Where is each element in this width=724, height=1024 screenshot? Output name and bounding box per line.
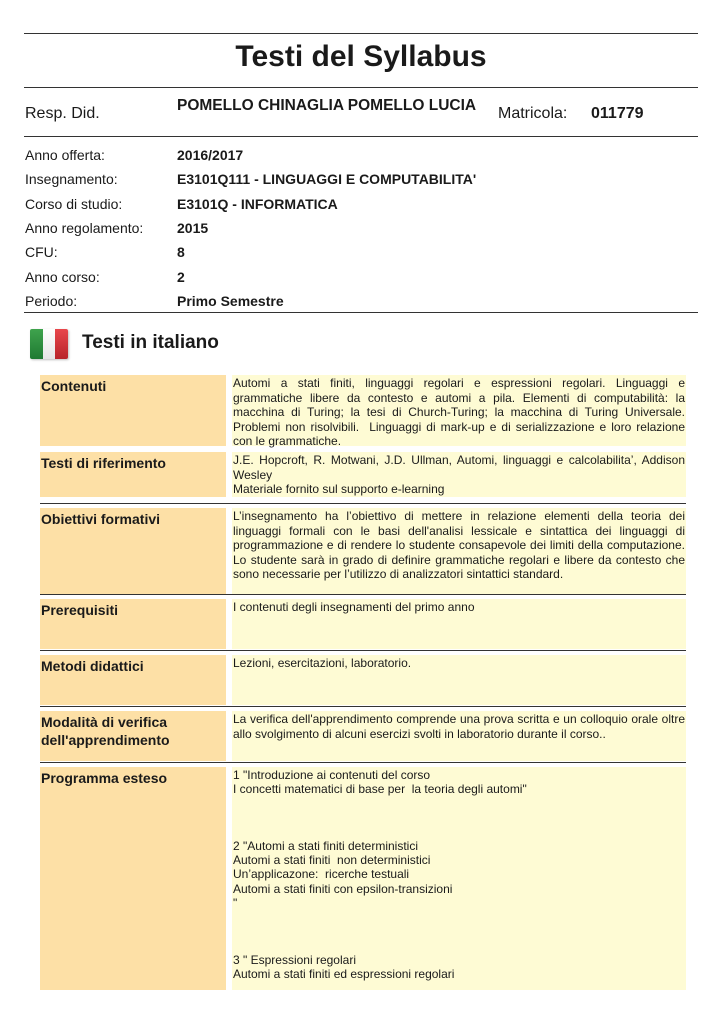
top-rule [24, 33, 698, 34]
info-value: 2 [177, 269, 185, 285]
matricola-label: Matricola: [498, 105, 568, 122]
block-prerequisiti [40, 599, 686, 649]
resp-did-label: Resp. Did. [25, 105, 100, 122]
info-label: Anno corso: [25, 269, 100, 285]
block-obiettivi-formativi [40, 508, 692, 594]
block-text-content: Automi a stati finiti, linguaggi regolari e espressioni regolari. Linguaggi e grammatiche libere da contesto e automi a pila. Elementi di computabilità: la macchina di Turing; la tesi di Church-Turing; la macchina di Turing Universale. Problemi non risolvibili. Linguaggi di mark-up e di serializzazione e loro relazione con le grammatiche. [233, 376, 689, 448]
block-separator [40, 650, 686, 651]
block-label: Prerequisiti [40, 599, 226, 649]
block-separator [40, 503, 686, 504]
block-text-content: J.E. Hopcroft, R. Motwani, J.D. Ullman, Automi, linguaggi e calcolabilita’, Addison Wesley Materiale fornito sul supporto e-learning [233, 453, 685, 496]
info-label: Anno offerta: [25, 147, 105, 163]
block-text [232, 508, 692, 594]
block-text [232, 375, 689, 448]
block-text [232, 452, 686, 497]
block-label: Metodi didattici [40, 655, 226, 705]
page-title: Testi del Syllabus [235, 40, 487, 73]
info-value: 2016/2017 [177, 147, 244, 163]
info-label: Insegnamento: [25, 171, 118, 187]
block-text [232, 655, 686, 705]
block-text [232, 767, 686, 990]
block-programma-esteso [40, 767, 686, 990]
italian-flag-icon [30, 329, 68, 359]
resp-did-name: POMELLO CHINAGLIA POMELLO LUCIA [177, 97, 477, 114]
block-modalita-di-verifica [40, 711, 689, 761]
block-separator [40, 594, 686, 595]
block-testi-di-riferimento [40, 452, 686, 497]
block-label: Programma esteso [40, 767, 226, 990]
block-text-content: L’insegnamento ha l’obiettivo di mettere in relazione elementi della teoria dei linguaggi formali con le basi dell'analisi lessicale e sintattica dei linguaggi di programmazione e di rendere lo studente consapevole dei limiti della computazione. Lo studente sarà in grado di definire grammatiche regolari e libere da contesto che sono necessarie per l’utilizzo di analizzatori sintattici standard. [233, 509, 692, 581]
block-contenuti [40, 375, 689, 448]
block-text-content: I contenuti degli insegnamenti del primo anno [233, 600, 475, 614]
matricola-value: 011779 [591, 105, 644, 122]
block-metodi-didattici [40, 655, 686, 705]
block-label: Contenuti [40, 375, 226, 446]
block-separator [40, 706, 686, 707]
info-value: 8 [177, 244, 185, 260]
info-label: Corso di studio: [25, 196, 123, 212]
section-title: Testi in italiano [82, 332, 219, 353]
info-label: CFU: [25, 244, 58, 260]
block-label: Obiettivi formativi [40, 508, 226, 594]
info-label: Periodo: [25, 293, 78, 309]
info-rule [24, 312, 698, 313]
block-label: Modalità di verifica dell'apprendimento [40, 711, 226, 761]
info-value: 2015 [177, 220, 209, 236]
block-text-content: 1 "Introduzione ai contenuti del corso I concetti matematici di base per la teoria degli automi" 2 "Automi a stati finiti deterministici Automi a stati finiti non deterministici Un’applicazone: ricerche testuali Automi a stati finiti con epsilon-transizioni " 3 " Espressioni regolari Automi a stati finiti ed espressioni regolari [233, 768, 527, 981]
block-text-content: Lezioni, esercitazioni, laboratorio. [233, 656, 412, 670]
block-text [232, 711, 689, 761]
block-label: Testi di riferimento [40, 452, 226, 497]
block-separator [40, 762, 686, 763]
title-rule [24, 87, 698, 88]
info-value: E3101Q111 - LINGUAGGI E COMPUTABILITA' [177, 171, 477, 187]
header-rule [24, 136, 698, 137]
block-text-content: La verifica dell'apprendimento comprende una prova scritta e un colloquio orale oltre allo svolgimento di alcuni esercizi svolti in laboratorio durante il corso.. [233, 712, 689, 741]
block-text [232, 599, 686, 649]
info-label: Anno regolamento: [25, 220, 144, 236]
info-value: Primo Semestre [177, 293, 284, 309]
info-value: E3101Q - INFORMATICA [177, 196, 338, 212]
